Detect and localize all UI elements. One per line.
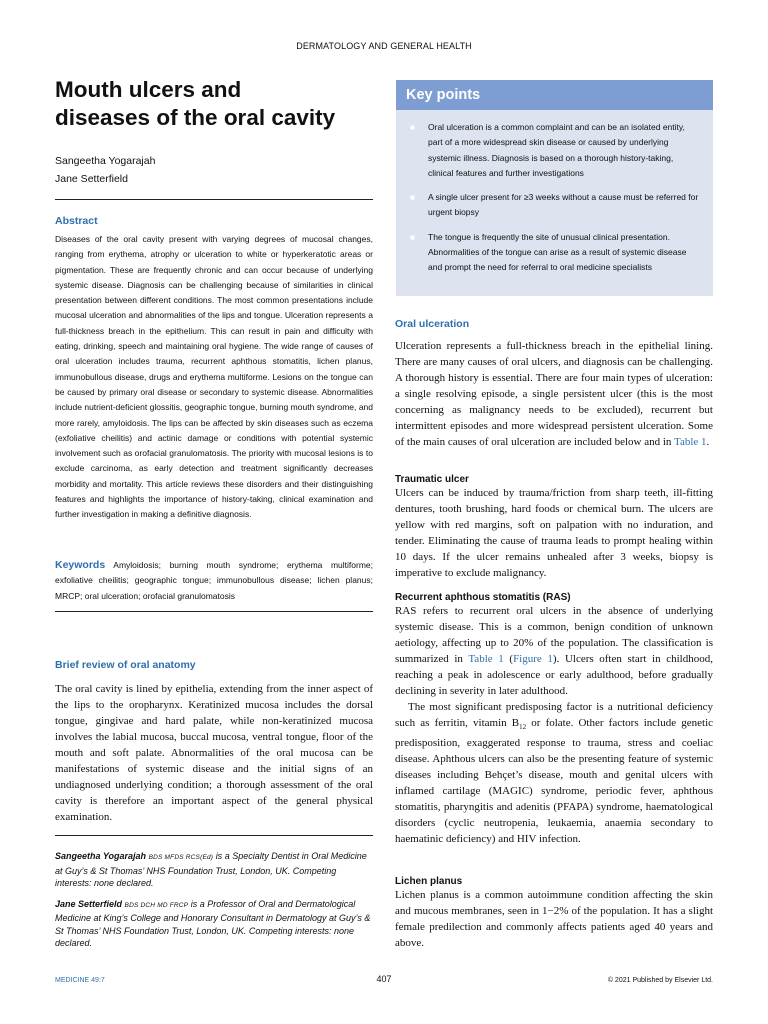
paren: ( [503,653,514,665]
author-list [55,152,155,188]
ras-text: or folate. Other factors include genetic predisposition, exaggerated response to trauma, stress and coeliac disease. Aphthous ulcers can also be the presenting feature of systemic diseases including Behçet’s disease, mouth and genital ulcers with inflamed cartilage (MAGIC) syndrome, periodic fever, aphthous stomatitis, pharyngitis and adenitis (PFAPA) syndrome, haematological disorders (cyclic neutropenia, leukaemia, anaemia secondary to haematinic deficiency) and HIV infection. [395,717,714,846]
bio-credentials: BDS DCH MD FRCP [124,901,189,909]
traumatic-ulcer-section [395,474,713,581]
key-point-item [410,230,699,276]
keywords-label: Keywords [55,559,106,571]
author-name: Jane Setterfield [55,173,128,185]
journal-issue: MEDICINE 49:7 [55,977,105,984]
divider [55,835,373,836]
lichen-planus-heading: Lichen planus [395,876,463,887]
table-1-link[interactable]: Table 1 [674,436,707,448]
bullet-icon: ■ [410,232,415,242]
ras-paragraph-1 [395,603,713,699]
anatomy-section [55,659,373,825]
divider [55,611,373,612]
oral-ulceration-body: Ulceration represents a full-thickness breach in the epithelial lining. There are many causes of oral ulcers, and diagnosis can be challenging. A thorough history is essential. There are four main types of ulceration: a single resolving episode, a single persistent ulcer (this is the most concerning as malignancy needs to be excluded), recurrent but intermittent episodes and more widespread persistent ulceration. Some of the main causes of oral ulceration are included below and in [395,340,713,448]
abstract-section [55,215,373,523]
author-bio [55,850,373,890]
key-points-box [396,80,713,296]
traumatic-ulcer-heading: Traumatic ulcer [395,474,469,485]
abstract-heading: Abstract [55,215,98,227]
key-points-list [396,110,713,276]
keywords-section [55,558,373,604]
ras-section [395,592,713,847]
anatomy-heading: Brief review of oral anatomy [55,659,196,671]
copyright: © 2021 Published by Elsevier Ltd. [607,977,713,984]
bio-credentials: BDS MFDS RCS(Ed) [148,854,214,861]
bio-text: is a Specialty Dentist in Oral Medicine at Guy’s & St Thomas’ NHS Foundation Trust, London, UK. Competing interests: none declared. [55,851,367,888]
lichen-planus-text: Lichen planus is a common autoimmune condition affecting the skin and mucous membranes, seen in 1−2% of the population. It has a slight female predilection and commonly affects patients aged 40 years and above. [395,889,713,949]
title-line-2: diseases of the oral cavity [55,105,336,130]
subscript: 12 [519,723,527,732]
oral-ulceration-heading: Oral ulceration [395,318,470,330]
bio-name: Sangeetha Yogarajah [55,851,147,861]
ras-text: RAS refers to recurrent oral ulcers in the absence of underlying systemic disease. This is a common, benign condition of unknown aetiology, affecting up to 20% of the population. The classification is summarized in [395,605,713,665]
oral-ulceration-section [395,318,713,450]
bio-name: Jane Setterfield [55,898,123,909]
ras-paragraph-2 [395,699,713,847]
keywords-text: Amyloidosis; burning mouth syndrome; erythema multiforme; exfoliative cheilitis; geographic tongue; immunobullous disease; lichen planus; MRCP; oral ulceration; orofacial granulomatosis [55,560,373,601]
ras-text: The most significant predisposing factor is a nutritional deficiency such as ferritin, vitamin B [395,701,713,729]
bio-text: is a Professor of Oral and Dermatological Medicine at King’s College and Honorary Consultant in Dermatology at Guy’s & St Thomas’ NHS Foundation Trust, London, UK. Competing interests: none declared. [55,898,371,948]
lichen-planus-section [395,876,713,951]
period: . [706,436,710,448]
key-point-item [410,120,699,181]
key-point-text: The tongue is frequently the site of unusual clinical presentation. Abnormalities of the tongue can arise as a result of systemic disease and prompt the need for referral to oral medicine specialists [428,231,687,273]
page-number: 407 [376,974,392,984]
traumatic-ulcer-text: Ulcers can be induced by trauma/friction from sharp teeth, ill-fitting dentures, tooth brushing, hard foods or chemical burn. The ulcers are yellow with red margins, soft on palpation with no induration, and tender. Eliminating the cause of trauma leads to prompt healing within 10 days. If the ulcer remains unhealed after 3 weeks, biopsy is imperative to exclude malignancy. [395,487,713,579]
running-header: DERMATOLOGY AND GENERAL HEALTH [296,41,472,51]
author-bios [55,850,373,958]
key-point-item [410,190,699,221]
table-1-link[interactable]: Table 1 [468,653,504,665]
bullet-icon: ■ [410,193,415,203]
key-point-text: Oral ulceration is a common complaint and can be an isolated entity, part of a more widespread skin disease or caused by underlying systemic illness. Diagnosis is based on a thorough history-taking, clinical features and further investigations [428,122,685,178]
anatomy-text: The oral cavity is lined by epithelia, extending from the inner aspect of the lips to the oropharynx. Keratinized mucosa includes the dorsal tongue, gingivae and hard palate, while non-keratinized mucosa involves the labial mucosa, buccal mucosa, ventral tongue, floor of the mouth and soft palate. Abnormalities of the oral mucosa can be manifestations of systemic disease and the initial signs of an undiagnosed underlying condition; a thorough assessment of the oral cavity is therefore an important aspect of the general physical examination. [55,683,373,823]
article-title [55,76,385,132]
divider [55,199,373,200]
oral-ulceration-text [395,338,713,450]
title-line-1: Mouth ulcers and [55,77,242,102]
author-name: Sangeetha Yogarajah [55,155,156,167]
key-point-text: A single ulcer present for ≥3 weeks without a cause must be referred for urgent biopsy [428,192,699,218]
figure-1-link[interactable]: Figure 1 [513,653,553,665]
ras-text: ). Ulcers often start in childhood, reaching a peak in adolescence or early adulthood, before gradually declining in severity in later adulthood. [395,653,713,697]
abstract-text: Diseases of the oral cavity present with varying degrees of mucosal changes, ranging from erythema, atrophy or ulceration to white or hyperkeratotic areas or pigmentation. These are frequently chronic and can occur because of underlying systemic disease. Diagnosis can be challenging because of similarities in clinical presentation between different conditions. The most common presentations include mucosal ulceration and abnormalities of the lips and tongue. Ulceration represents a full-thickness breach in the epithelium. This can result in pain and difficulty with eating, drinking, speech and maintaining oral hygiene. The wide range of causes of oral ulceration includes trauma, recurrent aphthous stomatitis, lichen planus, immunobullous disease, drugs and erythema multiforme. Lesions on the tongue can be caused by primary oral disease or secondary to systemic disease. Abnormalities include nutrient-deficient glossitis, geographic tongue, burning mouth syndrome, and more rarely, amyloidosis. The lips can be affected by skin diseases such as eczema (exfoliative cheilitis) and actinic damage or conditions with potential systemic involvement such as orofacial granulomatosis. The priority with mucosal lesions is to exclude carcinoma, as early detection and treatment significantly decreases morbidity and mortality. This article reviews these disorders and their distinguishing features and highlights the importance of history-taking, clinical examination and further investigation in making a definitive diagnosis. [55,234,373,520]
key-points-heading: Key points [396,80,713,110]
bullet-icon: ■ [410,123,415,132]
author-bio [55,898,373,950]
ras-heading: Recurrent aphthous stomatitis (RAS) [395,592,571,603]
